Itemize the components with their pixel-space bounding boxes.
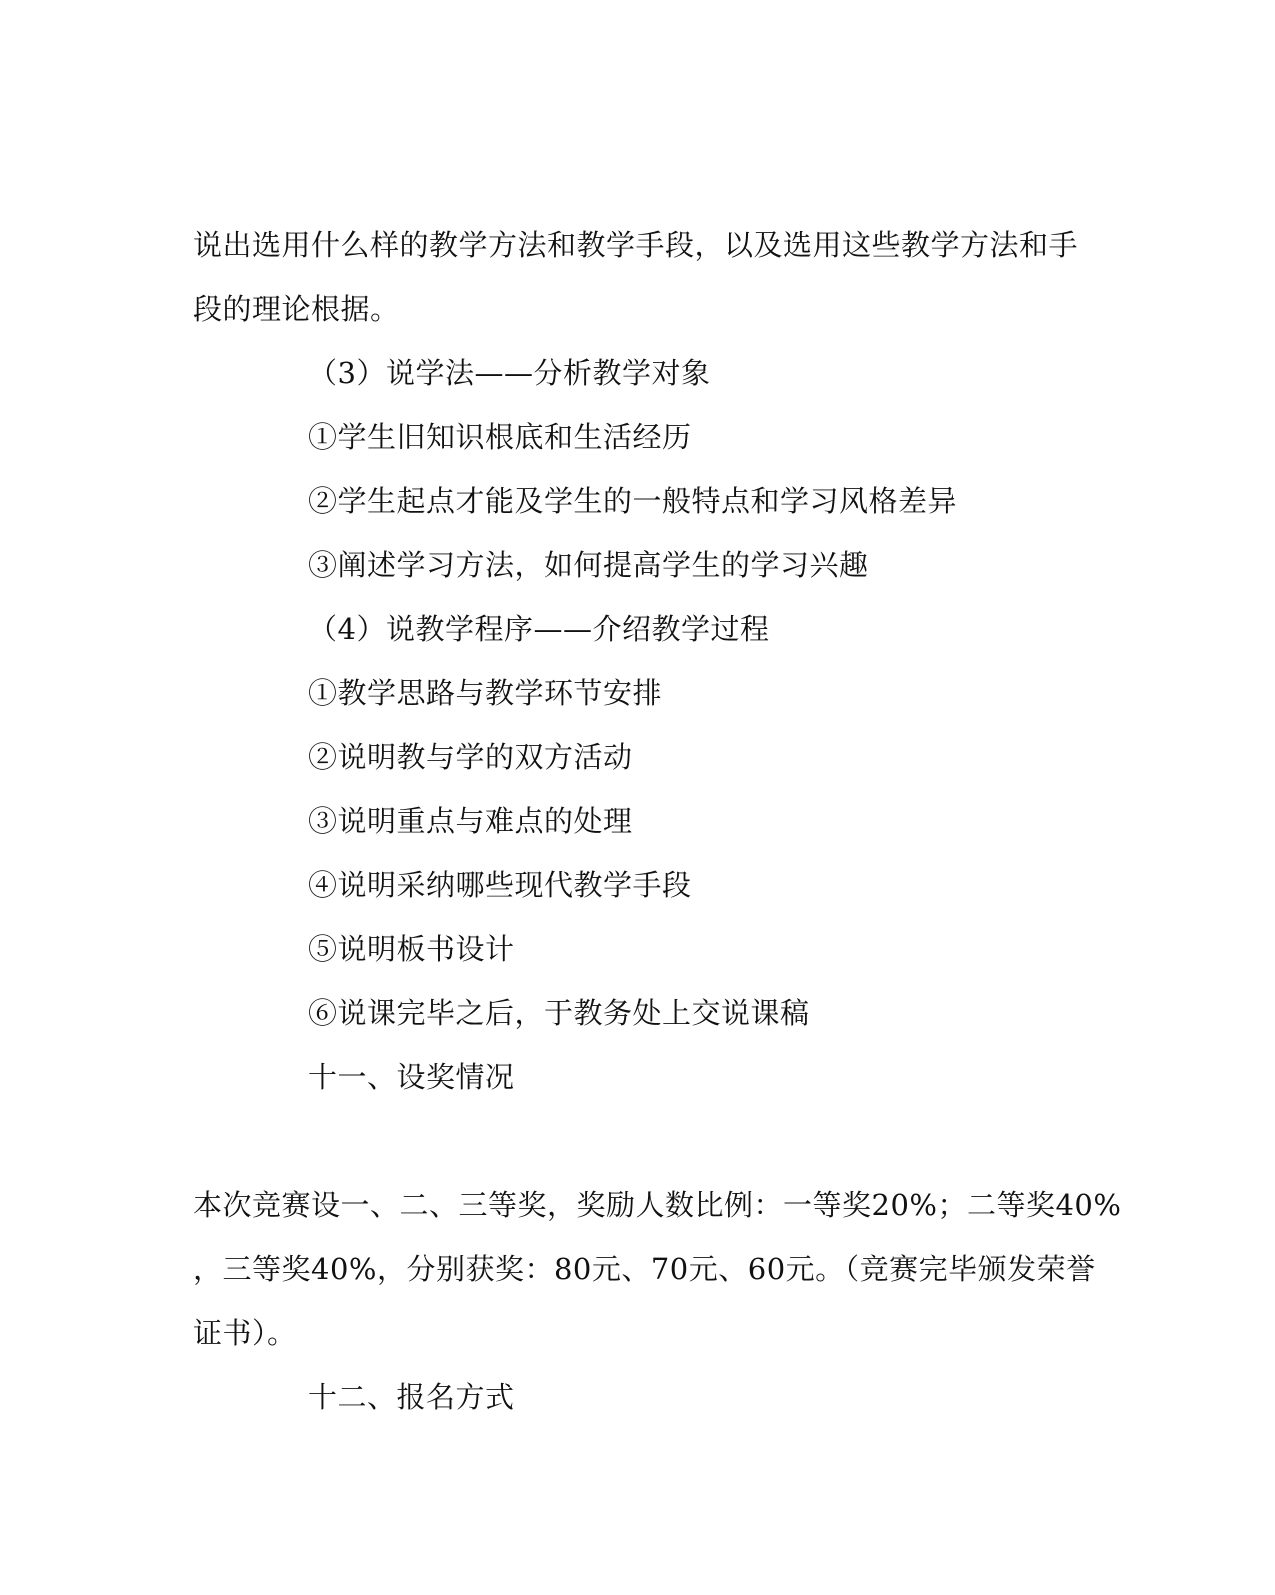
list-item: ②学生起点才能及学生的一般特点和学习风格差异 (308, 484, 958, 518)
list-item: ⑤说明板书设计 (308, 932, 515, 966)
paragraph-line: 证书）。 (193, 1316, 297, 1350)
list-item: ③阐述学习方法，如何提高学生的学习兴趣 (308, 548, 869, 582)
list-item: ①教学思路与教学环节安排 (308, 676, 663, 710)
section-heading: 十一、设奖情况 (308, 1060, 515, 1094)
paragraph-line: ，三等奖40%，分别获奖：80元、70元、60元。（竞赛完毕颁发荣誉 (193, 1252, 1096, 1286)
list-item: ③说明重点与难点的处理 (308, 804, 633, 838)
section-heading: 十二、报名方式 (308, 1380, 515, 1414)
section-heading: （3）说学法——分析教学对象 (308, 356, 711, 390)
list-item: ④说明采纳哪些现代教学手段 (308, 868, 692, 902)
list-item: ①学生旧知识根底和生活经历 (308, 420, 692, 454)
list-item: ②说明教与学的双方活动 (308, 740, 633, 774)
paragraph-line: 说出选用什么样的教学方法和教学手段，以及选用这些教学方法和手 (193, 228, 1079, 262)
paragraph-line: 段的理论根据。 (193, 292, 400, 326)
list-item: ⑥说课完毕之后，于教务处上交说课稿 (308, 996, 810, 1030)
section-heading: （4）说教学程序——介绍教学过程 (308, 612, 770, 646)
paragraph-line: 本次竞赛设一、二、三等奖，奖励人数比例：一等奖20%；二等奖40% (193, 1188, 1122, 1222)
